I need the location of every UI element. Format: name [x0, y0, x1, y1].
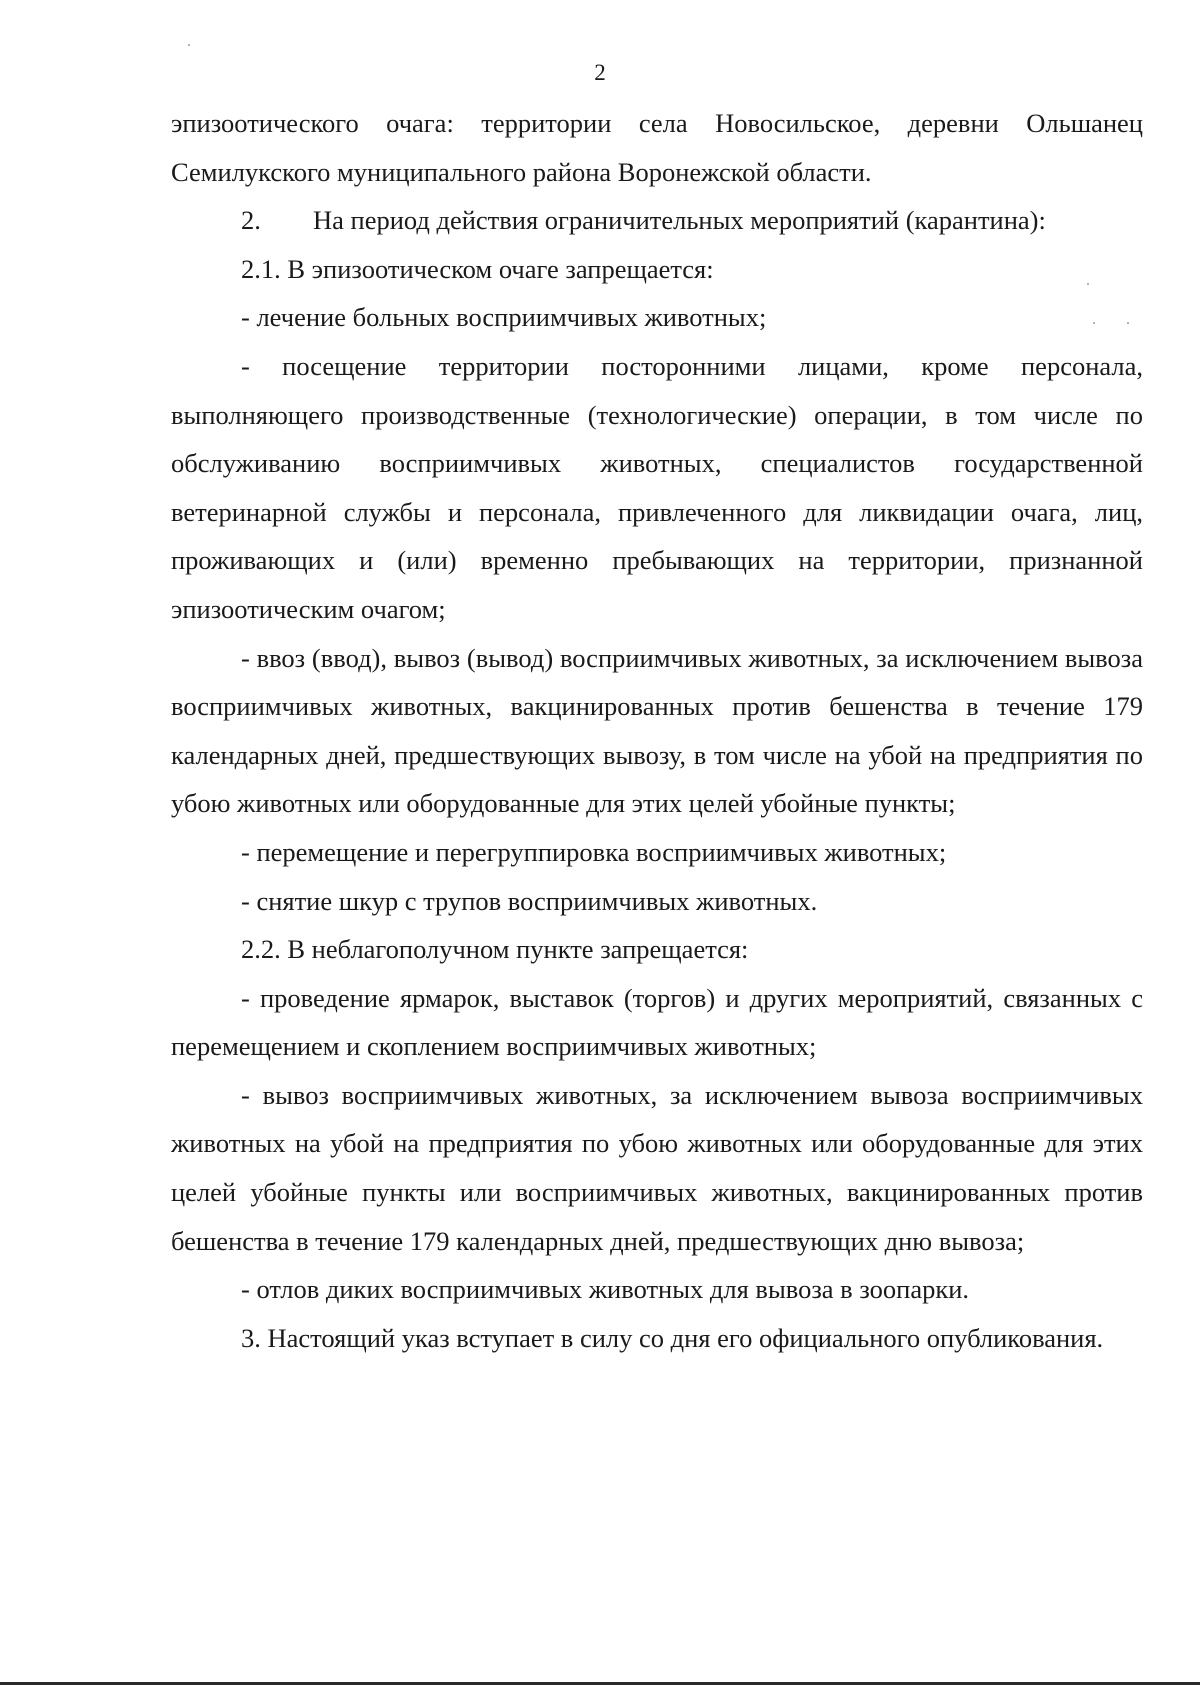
scan-speck — [1087, 283, 1089, 285]
paragraph-removal-ban: - вывоз восприимчивых животных, за исключением вывоза восприимчивых животных на убой на предприятия по убою животных или оборудованные для этих целей убойные пункты или восприимчивых животных, вакцинированных против бешенства в течение 179 календарных дней, предшествующих дню вывоза; — [171, 1079, 1143, 1256]
paragraph-movement-ban: - перемещение и перегруппировка восприимчивых животных; — [241, 836, 947, 867]
paragraph-item-2 — [171, 196, 1143, 245]
paragraph-treatment-ban: - лечение больных восприимчивых животных; — [241, 302, 767, 333]
paragraph-item-2-2: 2.2. В неблагополучном пункте запрещается: — [241, 934, 749, 965]
item-text: На период действия ограничительных мероприятий (карантина): — [313, 205, 1046, 236]
bottom-rule — [0, 1682, 1200, 1685]
paragraph-fairs-ban: - проведение ярмарок, выставок (торгов) и других мероприятий, связанных с перемещением и скоплением восприимчивых животных; — [171, 982, 1143, 1062]
paragraph-visit-ban: - посещение территории посторонними лицами, кроме персонала, выполняющего производственные (технологические) операции, в том числе по обслуживанию восприимчивых животных, специалистов государственной ветеринарной службы и персонала, привлеченного для ликвидации очага, лиц, проживающих и (или) временно пребывающих на территории, признанной эпизоотическим очагом; — [171, 350, 1143, 624]
item-number: 2. — [241, 205, 261, 236]
scan-speck — [1093, 322, 1095, 324]
paragraph-skinning-ban: - снятие шкур с трупов восприимчивых животных. — [241, 885, 818, 916]
paragraph-trapping-ban: - отлов диких восприимчивых животных для вывоза в зоопарки. — [241, 1274, 970, 1305]
paragraph-import-export-ban: - ввоз (ввод), вывоз (вывод) восприимчивых животных, за исключением вывоза восприимчивых животных, вакцинированных против бешенства в течение 179 календарных дней, предшествующих вывозу, в том числе на убой на предприятия по убою животных или оборудованные для этих целей убойные пункты; — [171, 642, 1143, 819]
paragraph-item-2-1: 2.1. В эпизоотическом очаге запрещается: — [241, 253, 714, 284]
scan-speck — [1127, 322, 1129, 324]
paragraph-outbreak-territory: эпизоотического очага: территории села Новосильское, деревни Ольшанец Семилукского муниципального района Воронежской области. — [171, 108, 1143, 187]
document-body — [171, 99, 1143, 1362]
page-number: 2 — [594, 60, 606, 85]
paragraph-item-3: 3. Настоящий указ вступает в силу со дня его официального опубликования. — [241, 1322, 1104, 1353]
scan-speck — [188, 44, 190, 46]
